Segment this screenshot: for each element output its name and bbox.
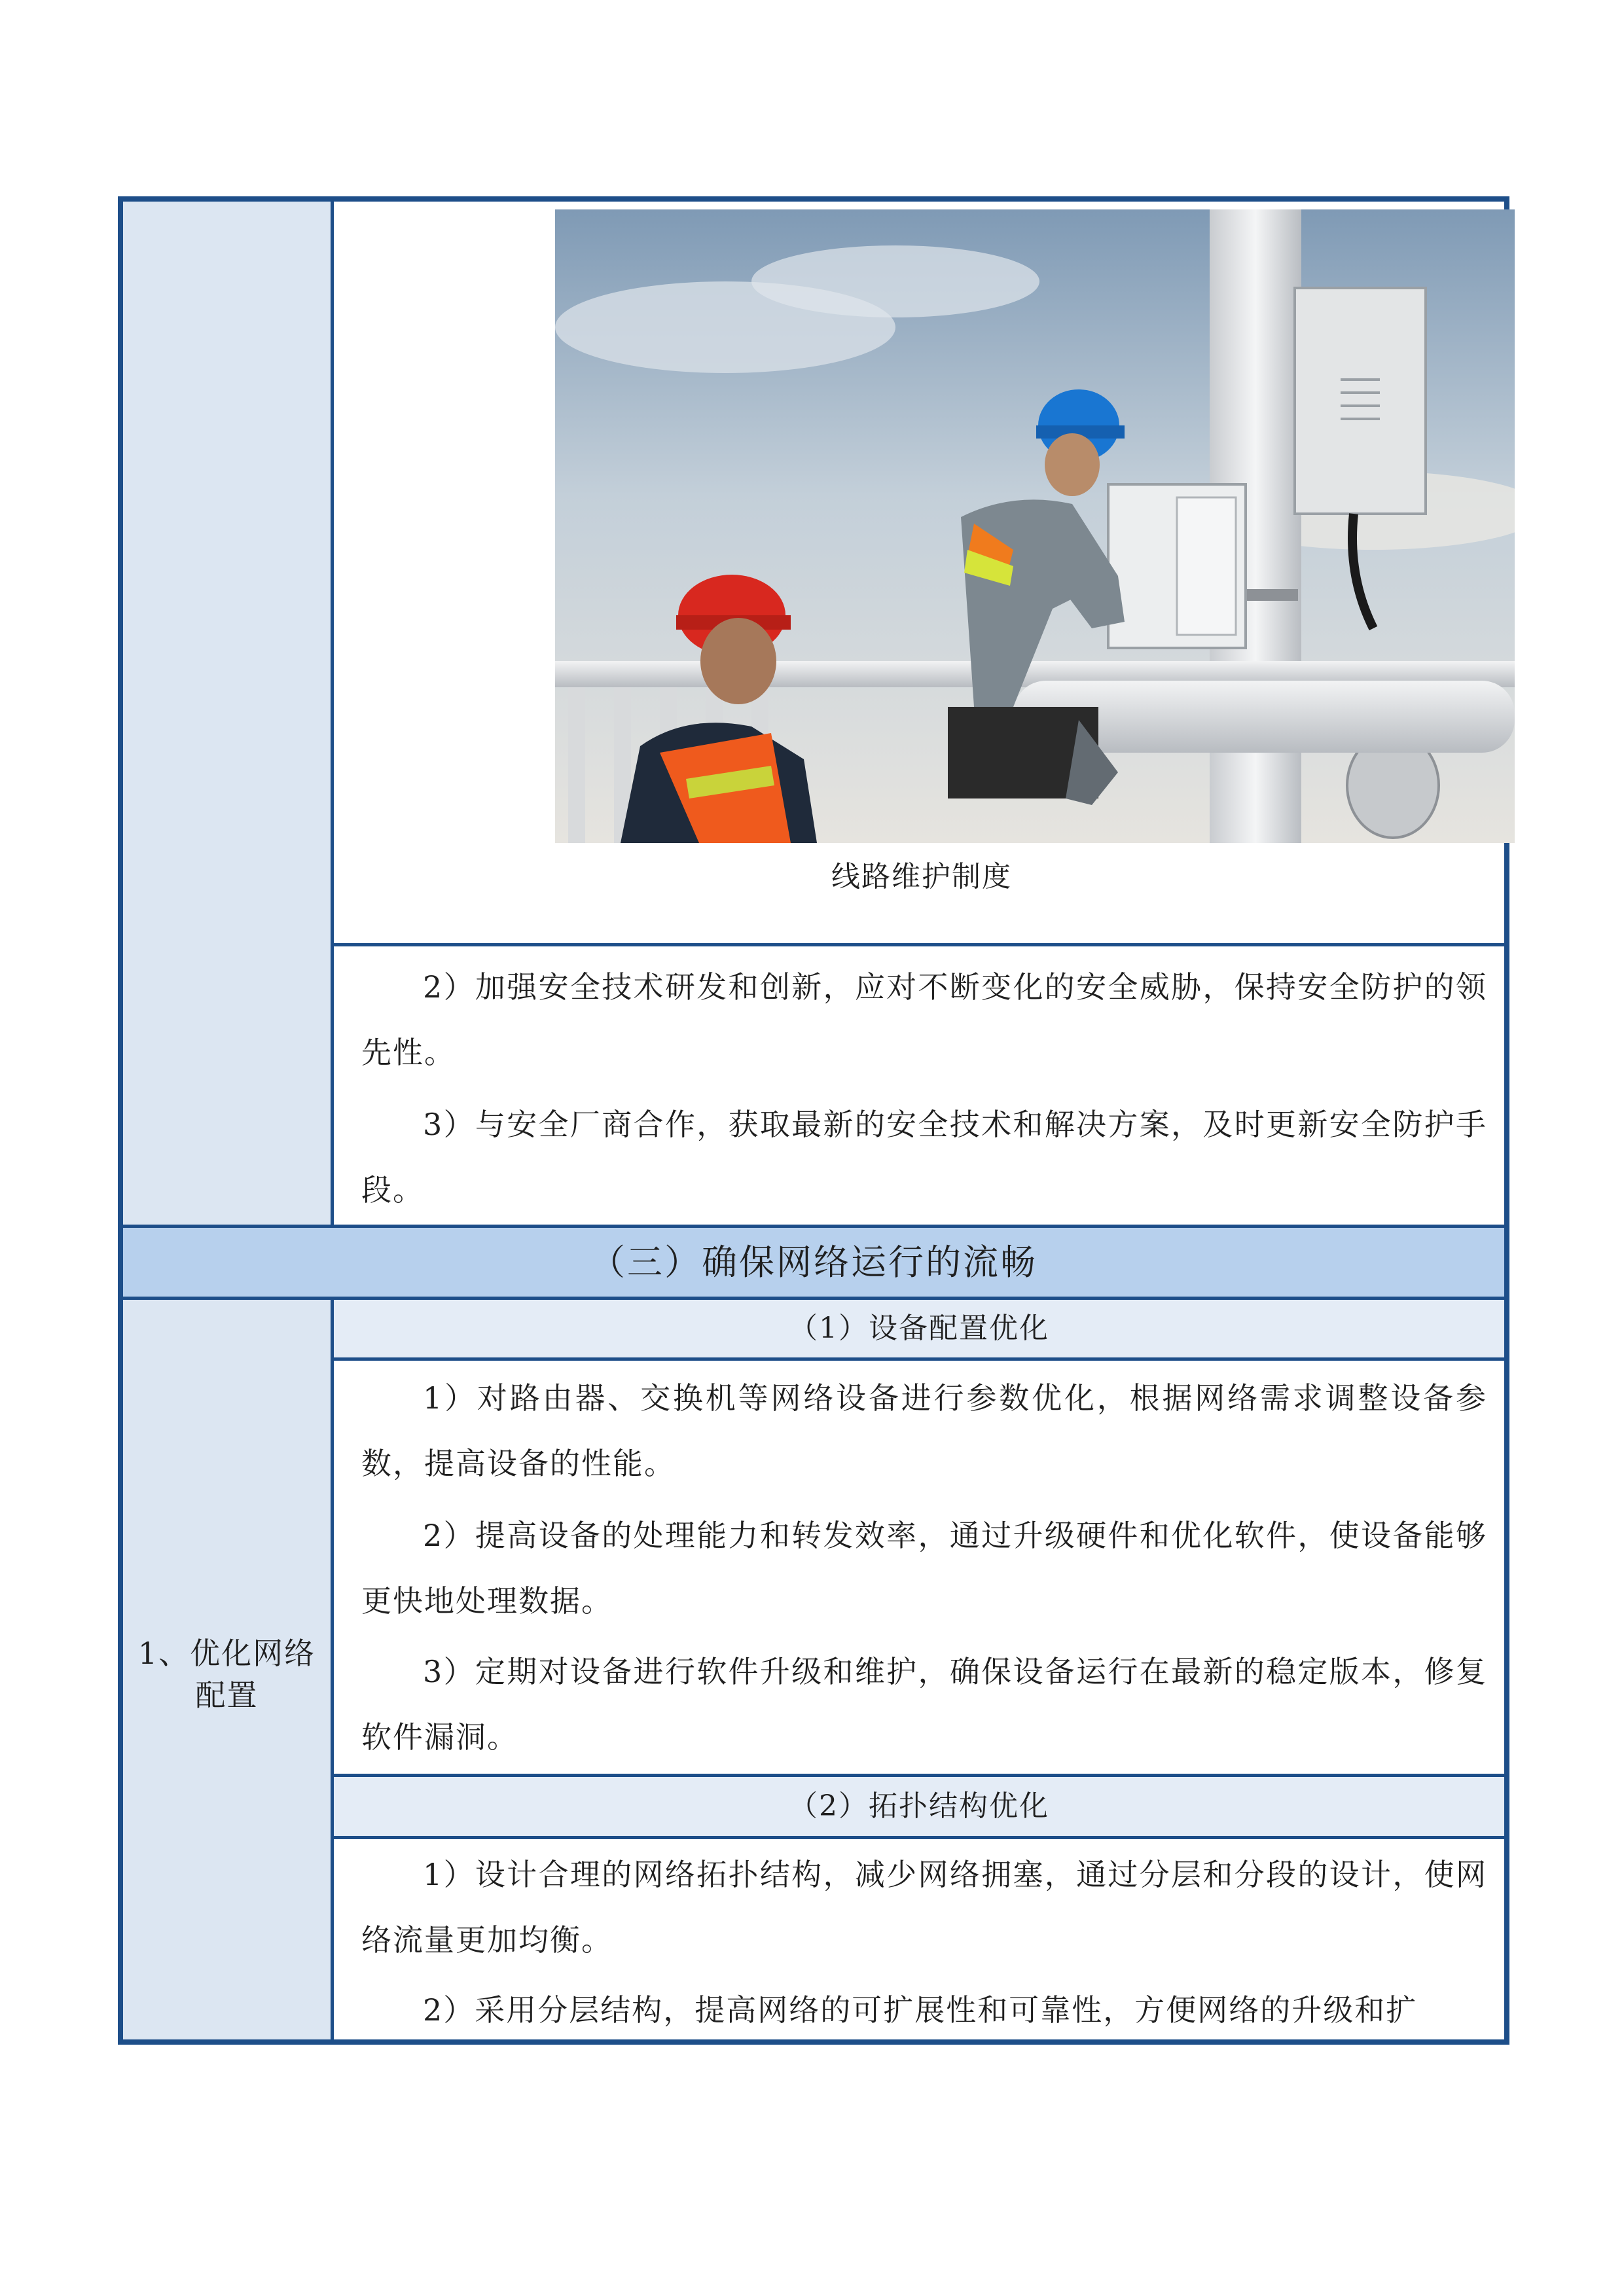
paragraph: 3）与安全厂商合作，获取最新的安全技术和解决方案，及时更新安全防护手段。 bbox=[361, 1107, 1487, 1208]
subsection-heading: （2）拓扑结构优化 bbox=[334, 1777, 1504, 1836]
left-column-top bbox=[123, 202, 334, 1228]
divider bbox=[334, 1357, 1504, 1361]
section-title: （三）确保网络运行的流畅 bbox=[123, 1228, 1504, 1297]
subsection-heading: （1）设备配置优化 bbox=[334, 1300, 1504, 1357]
paragraph: 3）定期对设备进行软件升级和维护，确保设备运行在最新的稳定版本，修复软件漏洞。 bbox=[361, 1654, 1487, 1755]
row-label: 1、优化网络配置 bbox=[137, 1636, 316, 1713]
paragraph: 2）加强安全技术研发和创新，应对不断变化的安全威胁，保持安全防护的领先性。 bbox=[361, 969, 1487, 1070]
divider bbox=[334, 943, 1504, 946]
content-table bbox=[118, 196, 1509, 2045]
maintenance-photo bbox=[555, 209, 1515, 843]
paragraph: 2）采用分层结构，提高网络的可扩展性和可靠性，方便网络的升级和扩 bbox=[423, 1992, 1418, 2028]
photo-caption: 线路维护制度 bbox=[831, 860, 1012, 893]
divider bbox=[334, 1836, 1504, 1839]
paragraph: 1）设计合理的网络拓扑结构，减少网络拥塞，通过分层和分段的设计，使网络流量更加均衡。 bbox=[361, 1857, 1487, 1958]
paragraph: 2）提高设备的处理能力和转发效率，通过升级硬件和优化软件，使设备能够更快地处理数据。 bbox=[361, 1518, 1487, 1619]
paragraph: 1）对路由器、交换机等网络设备进行参数优化，根据网络需求调整设备参数，提高设备的性能。 bbox=[361, 1380, 1487, 1481]
